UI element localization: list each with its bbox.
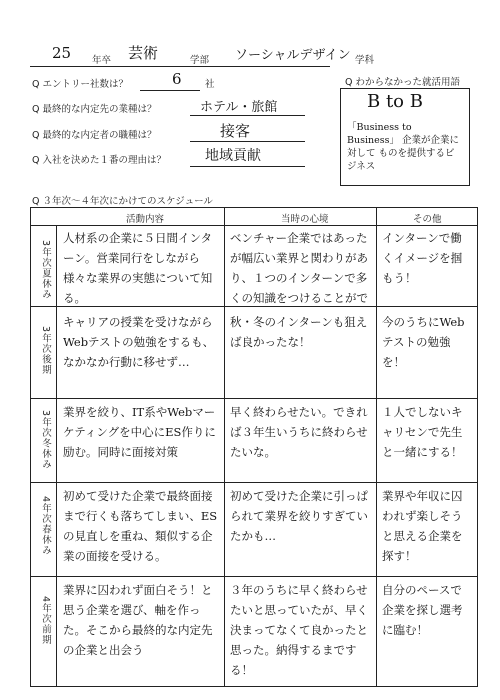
faculty-label: 学部 <box>190 55 210 66</box>
row-feeling-4: 初めて受けた企業に引っぱられて業界を絞りすぎていたかも… <box>230 489 368 543</box>
header <box>30 38 480 68</box>
grad-year: 25 <box>52 44 72 62</box>
department-label: 学科 <box>355 55 375 66</box>
q-reason-label: Q 入社を決めた１番の理由は？ <box>32 155 166 166</box>
reason-underline <box>190 166 305 167</box>
row-feeling-1: ベンチャー企業ではあったが幅広い業界と関わりがあり、１つのインターンで多くの知識をつけることがで <box>230 231 368 305</box>
industry-underline <box>190 115 305 116</box>
unknown-term-title: B to B <box>367 91 423 112</box>
col-divider-1 <box>56 225 57 686</box>
q-unknown-term-label: Q わからなかった就活用語 <box>345 77 460 88</box>
row-divider-2 <box>31 398 477 399</box>
header-underline <box>30 66 330 67</box>
row-other-4: 業界や年収に囚われず楽しそうと思える企業を探す！ <box>382 489 463 563</box>
row-divider-4 <box>31 576 477 577</box>
row-feeling-2: 秋・冬のインターンも狙えば良かったな！ <box>230 315 368 349</box>
reason-value: 地域貢献 <box>205 148 261 164</box>
row-feeling-5: ３年のうちに早く終わらせたいと思っていたが、早く決まってなくて良かったと思った。納得するまでする！ <box>230 583 368 677</box>
row-activity-1: 人材系の企業に５日間インターン。営業同行をしながら様々な業界の実態について知る。 <box>63 231 213 305</box>
unknown-term-desc: 「Business to Business」 企業が企業に対して ものを提供するビジネス <box>347 122 460 172</box>
row-activity-5: 業界に囚われず面白そう！と思う企業を選び、軸を作った。そこから最終的な内定先の企業と出会う <box>63 583 213 657</box>
row-period-1: 3年次夏休み <box>40 240 51 300</box>
col-feeling-header: 当時の心境 <box>281 214 329 225</box>
row-period-2: 3年次後期 <box>40 326 51 376</box>
col-other-header: その他 <box>413 214 442 225</box>
university-value: 芸術 <box>128 44 159 62</box>
row-period-5: 4年次前期 <box>40 596 51 646</box>
entries-underline <box>140 90 200 91</box>
industry-value: ホテル・旅館 <box>200 100 278 115</box>
schedule-title: Q ３年次〜４年次にかけてのスケジュール <box>32 196 213 207</box>
table-header-row <box>31 208 477 226</box>
schedule-table <box>30 207 478 687</box>
row-activity-2: キャリアの授業を受けながらWebテストの勉強をするも、なかなか行動に移せず… <box>63 315 215 369</box>
q-entries-label: Q エントリー社数は？ <box>32 79 128 90</box>
q-industry-label: Q 最終的な内定先の業種は？ <box>32 104 157 115</box>
row-period-3: 3年次冬休み <box>40 410 51 470</box>
row-other-3: １人でしないキャリセンで先生と一緒にする！ <box>382 405 463 459</box>
job-value: 接客 <box>220 122 251 140</box>
entries-value: 6 <box>172 70 182 88</box>
row-activity-3: 業界を絞り、IT系やWebマーケティングを中心にES作りに励む。同時に面接対策 <box>63 405 216 459</box>
entries-unit: 社 <box>205 79 215 90</box>
row-period-4: 4年次春休み <box>40 496 51 556</box>
row-feeling-3: 早く終わらせたい。できれば３年生いうちに終わらせたいな。 <box>230 405 368 459</box>
job-underline <box>190 141 305 142</box>
row-divider-3 <box>31 482 477 483</box>
row-other-1: インターンで働くイメージを掴もう！ <box>382 231 463 285</box>
row-other-2: 今のうちにWebテストの勉強を！ <box>382 315 465 369</box>
department-value: ソーシャルデザイン <box>235 48 351 63</box>
q-job-label: Q 最終的な内定者の職種は？ <box>32 130 157 141</box>
row-activity-4: 初めて受けた企業で最終面接まで行くも落ちてしまい、ESの見直しを重ね、類似する企業の面接を受ける。 <box>63 489 218 563</box>
grad-year-label: 年卒 <box>92 55 112 66</box>
row-divider-1 <box>31 306 477 307</box>
row-other-5: 自分のペースで企業を探し選考に臨む！ <box>382 583 463 637</box>
col-divider-3 <box>376 208 377 686</box>
col-activity-header: 活動内容 <box>126 214 165 225</box>
col-divider-2 <box>224 208 225 686</box>
unknown-term-box <box>340 88 470 186</box>
